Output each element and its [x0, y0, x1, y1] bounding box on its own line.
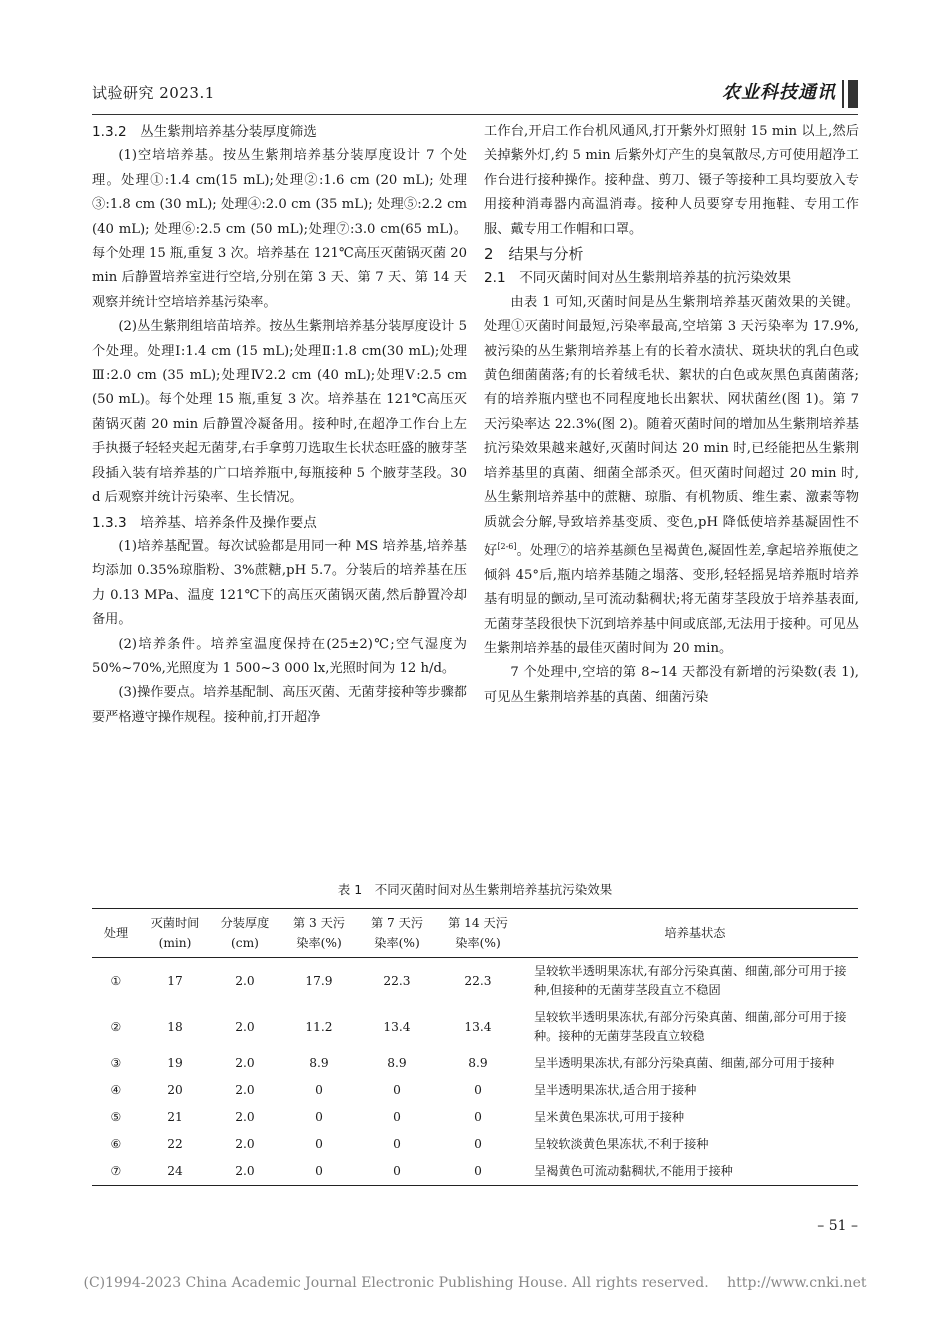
cell-state: 呈米黄色果冻状,可用于接种: [534, 1110, 685, 1124]
paragraph: (2)培养条件。培养室温度保持在(25±2)℃;空气湿度为 50%~70%,光照度为 1 500~3 000 lx,光照时间为 12 h/d。: [92, 636, 467, 676]
cell-day3: 8.9: [309, 1056, 329, 1070]
cell-thickness: 2.0: [235, 973, 255, 988]
paragraph: [484, 291, 859, 661]
page-number: – 51 –: [817, 1218, 858, 1234]
cell-state: 呈较软半透明果冻状,有部分污染真菌、细菌,部分可用于接种,但接种的无菌芽茎段直立不稳固: [534, 964, 847, 997]
col-header-state: 培养基状态: [664, 926, 726, 940]
header-rule: [92, 114, 858, 115]
heading-1-3-3: 1.3.3 培养基、培养条件及操作要点: [92, 514, 317, 531]
table-row: [92, 958, 858, 1005]
cell-day14: 8.9: [468, 1056, 488, 1070]
header-thick-bar: [848, 80, 858, 108]
col-header-line: 第 14 天污: [448, 916, 508, 930]
cell-treatment: ②: [110, 1019, 122, 1034]
citation-ref: [2-6]: [497, 541, 517, 551]
table-1: [92, 880, 858, 1186]
col-header-day3: [280, 909, 358, 958]
cell-day7: 13.4: [383, 1019, 411, 1034]
col-header-thickness: [210, 909, 280, 958]
table-row: [92, 1131, 858, 1158]
table-row: [92, 1050, 858, 1077]
cell-day7: 22.3: [383, 973, 411, 988]
col-header-time: [140, 909, 210, 958]
cell-time: 17: [167, 973, 183, 988]
header-thin-bar: [842, 80, 844, 108]
cell-day14: 0: [474, 1083, 482, 1097]
cell-time: 19: [167, 1056, 183, 1070]
cell-day3: 0: [315, 1164, 323, 1178]
paragraph: (1)空培培养基。按丛生紫荆培养基分装厚度设计 7 个处理。处理①:1.4 cm(15 mL);处理②:1.6 cm (20 mL); 处理③:1.8 cm (30 mL); 处理④:2.0 cm (35 mL); 处理⑤:2.2 cm (40 mL); 处理⑥:2.5 cm (50 mL);处理⑦:3.0 cm(65 mL)。每个处理 15 瓶,重复 3 次。培养基在 121℃高压灭菌锅灭菌 20 min 后静置培养室进行空培,分别在第 3 天、第 7 天、第 14 天观察并统计空培培养基污染率。: [92, 148, 467, 310]
col-header-day7: [358, 909, 436, 958]
cell-time: 22: [167, 1137, 183, 1151]
col-header-line: (min): [158, 936, 192, 950]
cell-day7: 0: [393, 1164, 401, 1178]
cell-state: 呈褐黄色可流动黏稠状,不能用于接种: [534, 1164, 733, 1178]
cell-day3: 0: [315, 1137, 323, 1151]
cell-day3: 11.2: [305, 1019, 333, 1034]
cell-day7: 0: [393, 1110, 401, 1124]
cell-thickness: 2.0: [235, 1137, 255, 1151]
cell-day3: 0: [315, 1110, 323, 1124]
cell-treatment: ⑤: [110, 1110, 122, 1124]
table-row: [92, 1158, 858, 1186]
journal-section-label: 试验研究 2023.1: [92, 84, 215, 102]
paragraph: (2)丛生紫荆组培苗培养。按丛生紫荆培养基分装厚度设计 5 个处理。处理Ⅰ:1.4 cm (15 mL);处理Ⅱ:1.8 cm(30 mL);处理Ⅲ:2.0 cm (35 mL);处理Ⅳ2.2 cm (40 mL);处理Ⅴ:2.5 cm (50 mL)。每个处理 15 瓶,重复 3 次。培养基在 121℃高压灭菌锅灭菌 20 min 后静置冷凝备用。接种时,在超净工作台上左手执摄子轻轻夹起无菌芽,右手拿剪刀选取生长状态旺盛的腋芽茎段插入装有培养基的广口培养瓶中,每瓶接种 5 个腋芽茎段。30 d 后观察并统计污染率、生长情况。: [92, 319, 467, 506]
col-header-line: 染率(%): [455, 936, 501, 950]
cell-day7: 0: [393, 1083, 401, 1097]
cell-treatment: ①: [110, 973, 122, 988]
cell-treatment: ③: [110, 1056, 122, 1070]
paragraph-text: 。处理⑦的培养基颜色呈褐黄色,凝固性差,拿起培养瓶使之倾斜 45°后,瓶内培养基随之塌落、变形,轻轻摇晃培养瓶时培养基有明显的颤动,呈可流动黏稠状;将无菌芽茎段放于培养基表面,无菌芽茎段很快下沉到培养基中间或底部,无法用于接种。可见丛生紫荆培养基的最佳灭菌时间为 20 min。: [484, 543, 859, 656]
cell-day14: 0: [474, 1137, 482, 1151]
cell-day14: 13.4: [464, 1019, 492, 1034]
paragraph: 工作台,开启工作台机风通风,打开紫外灯照射 15 min 以上,然后关掉紫外灯,约 5 min 后紫外灯产生的臭氧散尽,方可使用超净工作台进行接种操作。接种盘、剪刀、镊子等接种工具均要放入专用接种消毒器内高温消毒。接种人员要穿专用拖鞋、专用工作服、戴专用工作帽和口罩。: [484, 124, 859, 237]
cell-state: 呈较软半透明果冻状,有部分污染真菌、细菌,部分可用于接种。接种的无菌芽茎段直立较稳: [534, 1010, 847, 1043]
table-header-row: [92, 909, 858, 958]
cell-day7: 0: [393, 1137, 401, 1151]
table-caption: 表 1 不同灭菌时间对丛生紫荆培养基抗污染效果: [337, 882, 613, 897]
paragraph: (1)培养基配置。每次试验都是用同一种 MS 培养基,培养基均添加 0.35%琼脂粉、3%蔗糖,pH 5.7。分装后的培养基在压力 0.13 MPa、温度 121℃下的高压灭菌锅灭菌,然后静置冷却备用。: [92, 538, 467, 628]
cell-day3: 0: [315, 1083, 323, 1097]
table-row: [92, 1004, 858, 1050]
col-header-line: 染率(%): [296, 936, 342, 950]
cell-state: 呈半透明果冻状,适合用于接种: [534, 1083, 697, 1097]
col-header-line: 第 3 天污: [292, 916, 346, 930]
col-header-day14: [436, 909, 520, 958]
cell-thickness: 2.0: [235, 1083, 255, 1097]
heading-2: 2 结果与分析: [484, 245, 584, 264]
cell-thickness: 2.0: [235, 1056, 255, 1070]
cell-treatment: ④: [110, 1083, 122, 1097]
cell-day7: 8.9: [387, 1056, 407, 1070]
col-header-treatment: 处理: [103, 926, 129, 940]
paragraph: 7 个处理中,空培的第 8~14 天都没有新增的污染数(表 1),可见丛生紫荆培养基的真菌、细菌污染: [484, 665, 859, 705]
left-column: [92, 120, 467, 730]
cell-treatment: ⑦: [110, 1164, 122, 1178]
page-header: [92, 78, 858, 114]
paragraph: (3)操作要点。培养基配制、高压灭菌、无菌芽接种等步骤都要严格遵守操作规程。接种前,打开超净: [92, 685, 467, 725]
heading-1-3-2: 1.3.2 丛生紫荆培养基分装厚度筛选: [92, 124, 317, 140]
cell-state: 呈较软淡黄色果冻状,不利于接种: [534, 1137, 709, 1151]
table-row: [92, 1077, 858, 1104]
cell-day14: 0: [474, 1164, 482, 1178]
cell-thickness: 2.0: [235, 1019, 255, 1034]
cell-day14: 22.3: [464, 973, 492, 988]
heading-2-1: 2.1 不同灭菌时间对丛生紫荆培养基的抗污染效果: [484, 270, 792, 287]
col-header-line: 灭菌时间: [150, 916, 200, 930]
cell-thickness: 2.0: [235, 1110, 255, 1124]
cell-time: 20: [167, 1083, 183, 1097]
cell-time: 18: [167, 1019, 183, 1034]
col-header-line: (cm): [231, 936, 259, 950]
col-header-line: 染率(%): [374, 936, 420, 950]
cell-thickness: 2.0: [235, 1164, 255, 1178]
col-header-line: 分装厚度: [220, 916, 270, 930]
cell-time: 24: [167, 1164, 183, 1178]
table-row: [92, 1104, 858, 1131]
cell-day14: 0: [474, 1110, 482, 1124]
right-column: [484, 120, 859, 710]
col-header-line: 第 7 天污: [370, 916, 424, 930]
paragraph-text: 由表 1 可知,灭菌时间是丛生紫荆培养基灭菌效果的关键。处理①灭菌时间最短,污染率最高,空培第 3 天污染率为 17.9%,被污染的丛生紫荆培养基上有的长着水渍状、斑块状的乳白色或黄色细菌菌落;有的长着绒毛状、絮状的白色或灰黑色真菌菌落;有的培养瓶内壁也不同程度地长出絮状、网状菌丝(图 1)。第 7 天污染率达 22.3%(图 2)。随着灭菌时间的增加丛生紫荆培养基抗污染效果越来越好,灭菌时间达 20 min 时,已经能把丛生紫荆培养基里的真菌、细菌全部杀灭。但灭菌时间超过 20 min 时,丛生紫荆培养基中的蔗糖、琼脂、有机物质、维生素、激素等物质就会分解,导致培养基变质、变色,pH 降低使培养基凝固性不好: [484, 294, 859, 559]
cell-treatment: ⑥: [110, 1137, 122, 1151]
data-table: [92, 908, 858, 1186]
copyright-footer: (C)1994-2023 China Academic Journal Electronic Publishing House. All rights reserved. http://www.cnki.net: [83, 1275, 867, 1291]
cell-state: 呈半透明果冻状,有部分污染真菌、细菌,部分可用于接种: [534, 1056, 835, 1070]
journal-logo-text: 农业科技通讯: [722, 82, 836, 103]
cell-time: 21: [167, 1110, 183, 1124]
cell-day3: 17.9: [305, 973, 333, 988]
